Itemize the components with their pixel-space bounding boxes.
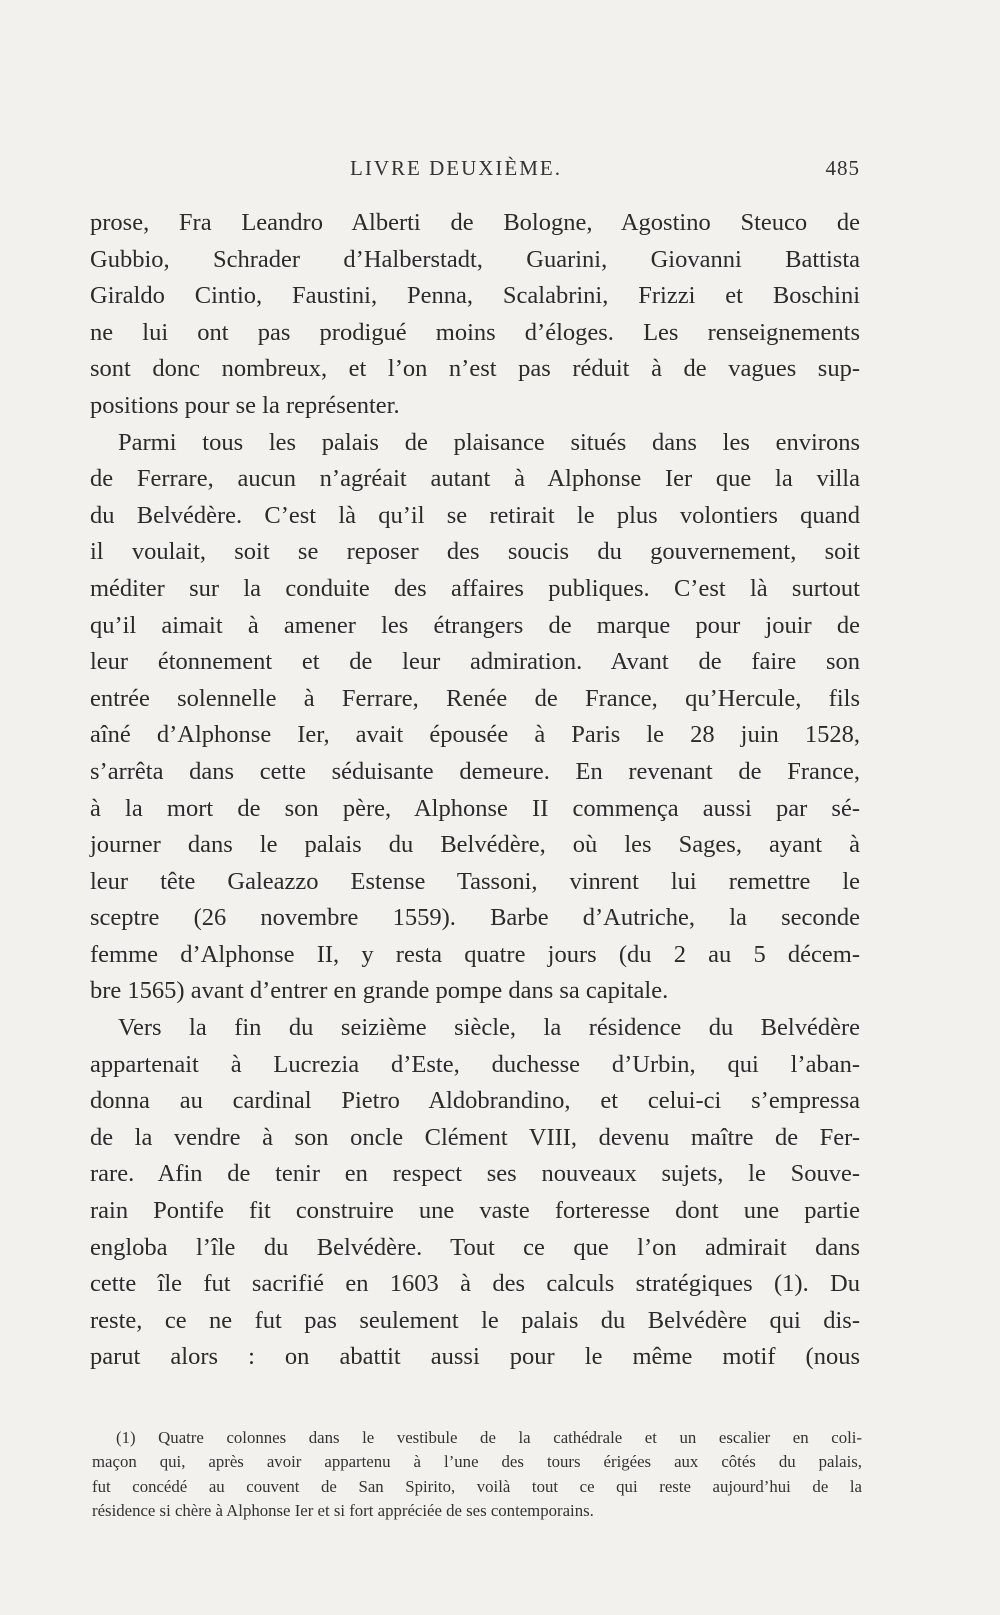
- page-number: 485: [825, 156, 860, 180]
- text-line: appartenait à Lucrezia d’Este, duchesse d’Urbin, qui l’aban-: [90, 1050, 860, 1078]
- text-line: sont donc nombreux, et l’on n’est pas réduit à de vagues sup-: [90, 355, 860, 383]
- text-line: il voulait, soit se reposer des soucis du gouvernement, soit: [90, 538, 860, 566]
- text-line: sceptre (26 novembre 1559). Barbe d’Autriche, la seconde: [90, 904, 860, 932]
- text-line: parut alors : on abattit aussi pour le même motif (nous: [90, 1343, 860, 1371]
- text-line: leur tête Galeazzo Estense Tassoni, vinrent lui remettre le: [90, 867, 860, 895]
- text-line: journer dans le palais du Belvédère, où les Sages, ayant à: [90, 831, 860, 859]
- text-line: leur étonnement et de leur admiration. Avant de faire son: [90, 648, 860, 676]
- text-line: prose, Fra Leandro Alberti de Bologne, Agostino Steuco de: [90, 209, 860, 236]
- text-line: donna au cardinal Pietro Aldobrandino, et celui-ci s’empressa: [90, 1087, 860, 1115]
- text-line: Parmi tous les palais de plaisance situés dans les environs: [118, 428, 860, 456]
- text-line: reste, ce ne fut pas seulement le palais du Belvédère qui dis-: [90, 1306, 860, 1334]
- text-line: rare. Afin de tenir en respect ses nouveaux sujets, le Souve-: [90, 1160, 860, 1188]
- footnote-line: (1) Quatre colonnes dans le vestibule de la cathédrale et un escalier en coli-: [116, 1428, 862, 1447]
- text-line: qu’il aimait à amener les étrangers de marque pour jouir de: [90, 611, 860, 639]
- text-line: méditer sur la conduite des affaires publiques. C’est là surtout: [90, 574, 860, 602]
- page-header: [90, 156, 860, 186]
- text-line: positions pour se la représenter.: [90, 391, 400, 419]
- text-line: engloba l’île du Belvédère. Tout ce que l’on admirait dans: [90, 1233, 860, 1261]
- text-line: femme d’Alphonse II, y resta quatre jours (du 2 au 5 décem-: [90, 940, 860, 968]
- text-line: de la vendre à son oncle Clément VIII, devenu maître de Fer-: [90, 1123, 860, 1151]
- text-line: rain Pontife fit construire une vaste forteresse dont une partie: [90, 1197, 860, 1225]
- text-line: aîné d’Alphonse Ier, avait épousée à Paris le 28 juin 1528,: [90, 721, 860, 749]
- text-line: du Belvédère. C’est là qu’il se retirait le plus volontiers quand: [90, 501, 860, 529]
- text-line: ne lui ont pas prodigué moins d’éloges. Les renseignements: [90, 318, 860, 346]
- text-line: bre 1565) avant d’entrer en grande pompe dans sa capitale.: [90, 977, 669, 1005]
- text-line: entrée solennelle à Ferrare, Renée de France, qu’Hercule, fils: [90, 684, 860, 712]
- text-line: s’arrêta dans cette séduisante demeure. En revenant de France,: [90, 757, 860, 785]
- running-title: LIVRE DEUXIÈME.: [350, 156, 562, 180]
- text-line: cette île fut sacrifié en 1603 à des calculs stratégiques (1). Du: [90, 1270, 860, 1298]
- text-line: Giraldo Cintio, Faustini, Penna, Scalabrini, Frizzi et Boschini: [90, 282, 860, 310]
- footnote-line: maçon qui, après avoir appartenu à l’une des tours érigées aux côtés du palais,: [92, 1452, 862, 1472]
- footnotes: [92, 1426, 862, 1524]
- text-line: à la mort de son père, Alphonse II commença aussi par sé-: [90, 794, 860, 822]
- text-line: Gubbio, Schrader d’Halberstadt, Guarini, Giovanni Battista: [90, 245, 860, 273]
- body-text: [90, 205, 860, 1376]
- text-line: de Ferrare, aucun n’agréait autant à Alphonse Ier que la villa: [90, 465, 860, 493]
- footnote-line: fut concédé au couvent de San Spirito, voilà tout ce qui reste aujourd’hui de la: [92, 1476, 862, 1496]
- text-line: Vers la fin du seizième siècle, la résidence du Belvédère: [118, 1014, 860, 1042]
- footnote-line: résidence si chère à Alphonse Ier et si fort appréciée de ses contemporains.: [92, 1501, 594, 1521]
